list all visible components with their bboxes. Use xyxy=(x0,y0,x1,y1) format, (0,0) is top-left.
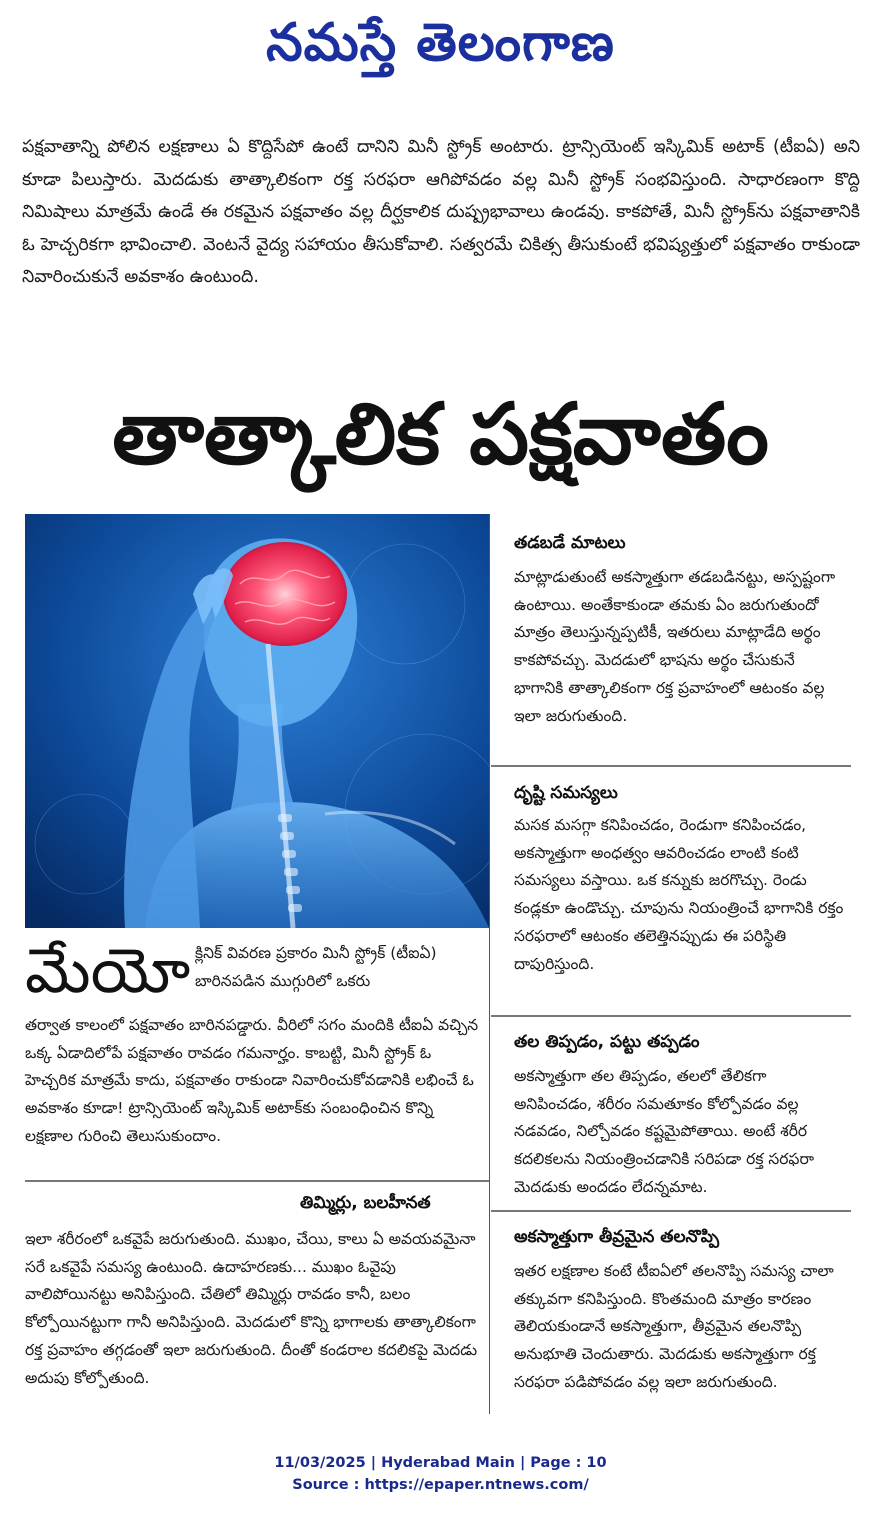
section-body-numbness: ఇలా శరీరంలో ఒకవైపే జరుగుతుంది. ముఖం, చేయి, కాలు ఏ అవయవమైనా సరే ఒకవైపే సమస్య ఉంటుంది. ఉదాహరణకు... ముఖం ఓవైపు వాలిపోయినట్టు అనిపిస్తుంది. చేతిలో తిమ్మిర్లు రావడం కానీ, బలం కోల్పోయినట్టుగా గానీ అనిపిస్తుంది. మెదడులో కొన్ని భాగాలకు తాత్కాలికంగా రక్త ప్రవాహం తగ్గడంతో ఇలా జరుగుతుంది. దీంతో కండరాల కదలికపై మెదడు అదుపు కోల్పోతుంది. xyxy=(25,1230,478,1387)
section-title-numbness: తిమ్మిర్లు, బలహీనత xyxy=(300,1193,431,1213)
section-divider xyxy=(491,1015,851,1017)
column-divider xyxy=(489,514,490,1414)
section-title-headache: అకస్మాత్తుగా తీవ్రమైన తలనొప్పి xyxy=(514,1227,720,1247)
section-body-headache: ఇతర లక్షణాల కంటే టీఐఏలో తలనొప్పి సమస్య చాలా తక్కువగా కనిపిస్తుంది. కొంతమంది మాత్రం కారణం తెలియకుండానే అకస్మాత్తుగా, తీవ్రమైన తలనొప్పి అనుభూతి చెందుతారు. మెదడుకు అకస్మాత్తుగా రక్త సరఫరా పడిపోవడం వల్ల ఇలా జరుగుతుంది. xyxy=(514,1262,834,1391)
section-body-speech: మాట్లాడుతుంటే అకస్మాత్తుగా తడబడినట్టు, అస్పష్టంగా ఉంటాయి. అంతేకాకుండా తమకు ఏం జరుగుతుందో మాత్రం తెలుస్తున్నప్పటికీ, ఇతరులు మాట్లాడేది అర్థం కాకపోవచ్చు. మెదడులో భాషను అర్థం చేసుకునే భాగానికి తాత్కాలికంగా రక్త ప్రవాహంలో ఆటంకం వల్ల ఇలా జరుగుతుంది. xyxy=(514,568,836,725)
page-footer xyxy=(0,1452,881,1496)
section-divider xyxy=(25,1180,489,1182)
section-title-speech: తడబడే మాటలు xyxy=(514,533,626,553)
section-body-dizzy: అకస్మాత్తుగా తల తిప్పడం, తలలో తేలికగా అనిపించడం, శరీరం సమతూకం కోల్పోవడం వల్ల నడవడం, నిల్చోవడం కష్టమైపోతాయి. అంటే శరీర కదలికలను నియంత్రించడానికి సరిపడా రక్త సరఫరా మెదడుకు అందడం లేదన్నమాట. xyxy=(514,1067,814,1196)
section-title-dizzy: తల తిప్పడం, పట్టు తప్పడం xyxy=(514,1032,700,1052)
footer-date-edition: 11/03/2025 | Hyderabad Main | Page : 10 xyxy=(274,1455,607,1471)
footer-source: Source : https://epaper.ntnews.com/ xyxy=(292,1477,589,1493)
section-title-vision: దృష్టి సమస్యలు xyxy=(514,783,618,803)
section-body-vision: మసక మసగ్గా కనిపించడం, రెండుగా కనిపించడం, అకస్మాత్తుగా అంధత్వం ఆవరించడం లాంటి కంటి సమస్యలు వస్తాయి. ఒక కన్నుకు జరగొచ్చు. రెండు కండ్లకూ ఉండొచ్చు. చూపును నియంత్రించే భాగానికి రక్తం సరఫరాలో ఆటంకం తలెత్తినప్పుడు ఈ పరిస్థితి దాపురిస్తుంది. xyxy=(514,816,844,973)
article-headline: తాత్కాలిక పక్షవాతం xyxy=(112,385,769,483)
section-divider xyxy=(491,765,851,767)
masthead-logo: నమస్తే తెలంగాణ xyxy=(266,13,615,73)
mayo-paragraph-start: క్లినిక్‌ వివరణ ప్రకారం మినీ స్ట్రోక్‌ (టీఐఏ) బారినపడిన ముగ్గురిలో ఒకరు xyxy=(195,944,437,990)
mayo-paragraph-rest: తర్వాత కాలంలో పక్షవాతం బారినపడ్డారు. వీరిలో సగం మందికి టీఐఏ వచ్చిన ఒక్క ఏడాదిలోపే పక్షవాతం రావడం గమనార్హం. కాబట్టి, మినీ స్ట్రోక్‌ ఓ హెచ్చరిక మాత్రమే కాదు, పక్షవాతం రాకుండా నివారించుకోవడానికి లభించే ఓ అవకాశం కూడా! ట్రాన్సియెంట్‌ ఇస్కిమిక్‌ అటాక్‌కు సంబంధించిన కొన్ని లక్షణాల గురించి తెలుసుకుందాం. xyxy=(25,1016,479,1145)
brain-illustration xyxy=(25,514,489,928)
intro-paragraph: పక్షవాతాన్ని పోలిన లక్షణాలు ఏ కొద్దిసేపో ఉంటే దానిని మినీ స్ట్రోక్‌ అంటారు. ట్రాన్సియెంట్‌ ఇస్కిమిక్‌ అటాక్‌ (టీఐఏ) అని కూడా పిలుస్తారు. మెదడుకు తాత్కాలికంగా రక్త సరఫరా ఆగిపోవడం వల్ల మినీ స్ట్రోక్‌ సంభవిస్తుంది. సాధారణంగా కొద్ది నిమిషాలు మాత్రమే ఉండే ఈ రకమైన పక్షవాతం వల్ల దీర్ఘకాలిక దుష్ప్రభావాలు ఉండవు. కాకపోతే, మినీ స్ట్రోక్‌ను పక్షవాతానికి ఓ హెచ్చరికగా భావించాలి. వెంటనే వైద్య సహాయం తీసుకోవాలి. సత్వరమే చికిత్స తీసుకుంటే భవిష్యత్తులో పక్షవాతం రాకుండా నివారించుకునే అవకాశం ఉంటుంది. xyxy=(22,137,860,287)
dropcap-mayo: మేయో xyxy=(25,934,191,1007)
brain-illustration-svg xyxy=(25,514,489,928)
section-divider xyxy=(491,1210,851,1212)
